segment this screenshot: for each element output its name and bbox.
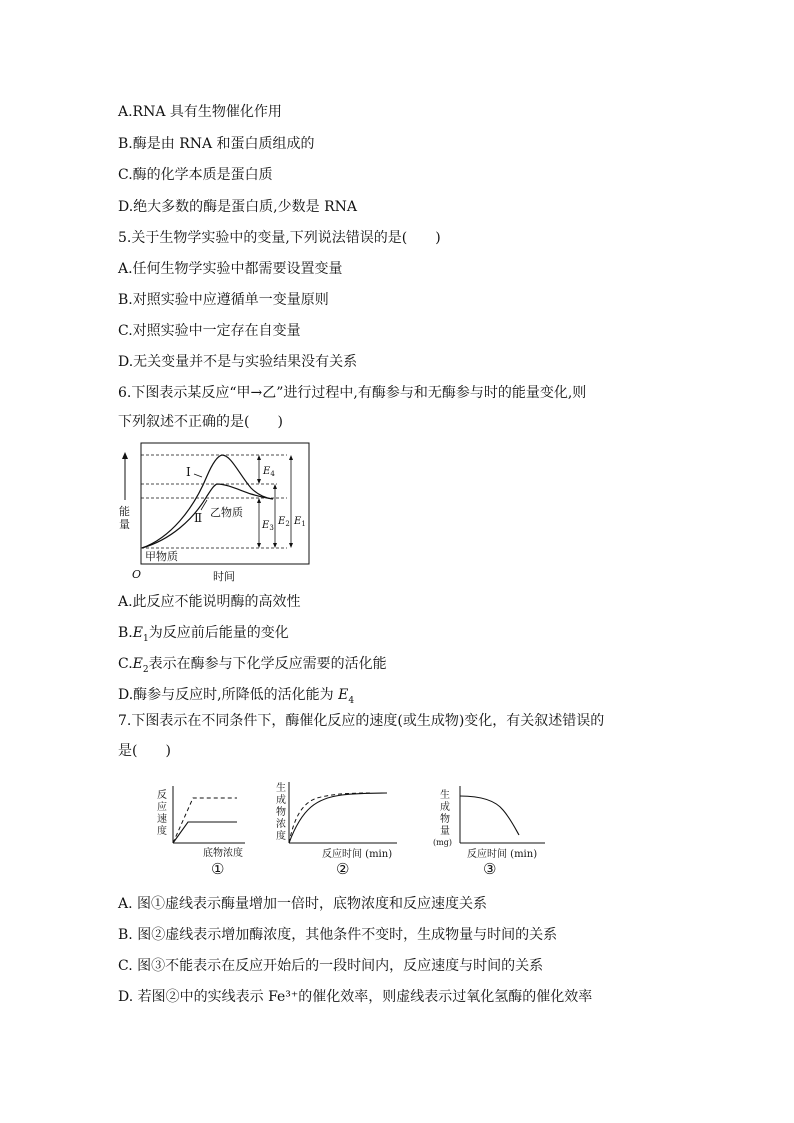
diagram-frame bbox=[141, 443, 309, 564]
fig1-number: ① bbox=[211, 860, 225, 878]
fig1-ylabel-3: 速 bbox=[157, 814, 167, 825]
fig3-unit: (mg) bbox=[433, 838, 452, 847]
y-axis-arrow bbox=[122, 452, 128, 459]
fig2-ylabel-5: 度 bbox=[276, 831, 286, 842]
fig2-ylabel-2: 成 bbox=[276, 795, 286, 806]
fig1-ylabel-1: 反 bbox=[157, 790, 167, 801]
curve-i bbox=[142, 455, 273, 548]
q4-option-d: D.绝大多数的酶是蛋白质,少数是 RNA bbox=[118, 199, 357, 215]
product-label: 乙物质 bbox=[210, 506, 243, 519]
curve-ii bbox=[142, 484, 273, 548]
fig1-solid-curve bbox=[173, 822, 237, 843]
fig2-number: ② bbox=[336, 860, 350, 878]
fig3-number: ③ bbox=[483, 860, 497, 878]
q7-option-a: A. 图①虚线表示酶量增加一倍时，底物浓度和反应速度关系 bbox=[118, 896, 488, 912]
q4-option-a: A.RNA 具有生物催化作用 bbox=[118, 104, 282, 120]
figure-2 bbox=[272, 778, 402, 878]
fig3-xlabel: 反应时间 (min) bbox=[467, 849, 538, 860]
fig2-ylabel-3: 物 bbox=[276, 807, 286, 818]
figure-3 bbox=[425, 778, 550, 878]
figure-1 bbox=[155, 778, 255, 878]
fig1-ylabel-2: 应 bbox=[157, 802, 167, 813]
fig2-ylabel-4: 浓 bbox=[276, 819, 286, 830]
q6-stem-line2: 下列叙述不正确的是( ) bbox=[118, 414, 283, 430]
fig3-ylabel-1: 生 bbox=[440, 790, 450, 801]
q6-stem-line1: 6.下图表示某反应“甲→乙”进行过程中,有酶参与和无酶参与时的能量变化,则 bbox=[118, 385, 587, 401]
e4-label: $E_4$ bbox=[263, 466, 275, 478]
q7-stem-line2: 是( ) bbox=[118, 743, 171, 759]
curve-i-label: Ⅰ bbox=[186, 465, 191, 479]
fig2-xlabel: 反应时间 (min) bbox=[322, 849, 393, 860]
curve-ii-label: Ⅱ bbox=[194, 511, 203, 525]
q4-option-c: C.酶的化学本质是蛋白质 bbox=[118, 167, 273, 183]
fig1-ylabel-4: 度 bbox=[157, 826, 167, 837]
fig3-ylabel-3: 物 bbox=[440, 814, 450, 825]
x-axis-label: 时间 bbox=[213, 570, 235, 583]
q5-option-d: D.无关变量并不是与实验结果没有关系 bbox=[118, 354, 358, 370]
y-axis-label-1: 能 bbox=[119, 505, 130, 518]
q5-stem: 5.关于生物学实验中的变量,下列说法错误的是( ) bbox=[118, 230, 441, 246]
fig3-ylabel-4: 量 bbox=[440, 826, 450, 837]
q5-option-c: C.对照实验中一定存在自变量 bbox=[118, 323, 301, 339]
q5-option-a: A.任何生物学实验中都需要设置变量 bbox=[118, 261, 343, 277]
q7-stem-line1: 7.下图表示在不同条件下，酶催化反应的速度(或生成物)变化，有关叙述错误的 bbox=[118, 713, 605, 729]
curve-i-pointer bbox=[194, 474, 202, 477]
q7-option-b: B. 图②虚线表示增加酶浓度，其他条件不变时，生成物量与时间的关系 bbox=[118, 927, 558, 943]
q6-option-c: $C.E_2$表示在酶参与下化学反应需要的活化能 bbox=[118, 656, 387, 675]
q7-option-d: D. 若图②中的实线表示 Fe³⁺的催化效率，则虚线表示过氧化氢酶的催化效率 bbox=[118, 989, 593, 1005]
fig3-curve bbox=[460, 796, 519, 835]
q6-option-a: A.此反应不能说明酶的高效性 bbox=[118, 594, 301, 610]
fig1-dashed-curve bbox=[173, 798, 237, 843]
e1-label: $E_1$ bbox=[294, 516, 306, 528]
origin-label: O bbox=[132, 568, 142, 581]
reactant-label: 甲物质 bbox=[145, 550, 178, 563]
q5-option-b: B.对照实验中应遵循单一变量原则 bbox=[118, 292, 329, 308]
q6-option-d: D.酶参与反应时,所降低的活化能为 $E_4$ bbox=[118, 687, 355, 706]
e2-label: $E_2$ bbox=[278, 516, 290, 528]
q7-option-c: C. 图③不能表示在反应开始后的一段时间内，反应速度与时间的关系 bbox=[118, 958, 544, 974]
q4-option-b: B.酶是由 RNA 和蛋白质组成的 bbox=[118, 136, 315, 152]
fig1-xlabel: 底物浓度 bbox=[203, 848, 243, 859]
fig2-ylabel-1: 生 bbox=[276, 783, 286, 794]
fig3-ylabel-2: 成 bbox=[440, 802, 450, 813]
fig2-solid-curve bbox=[289, 793, 387, 843]
energy-diagram bbox=[115, 440, 315, 585]
e3-label: $E_3$ bbox=[262, 520, 274, 532]
q6-option-b: $B.E_1$为反应前后能量的变化 bbox=[118, 625, 289, 644]
y-axis-label-2: 量 bbox=[119, 518, 130, 531]
